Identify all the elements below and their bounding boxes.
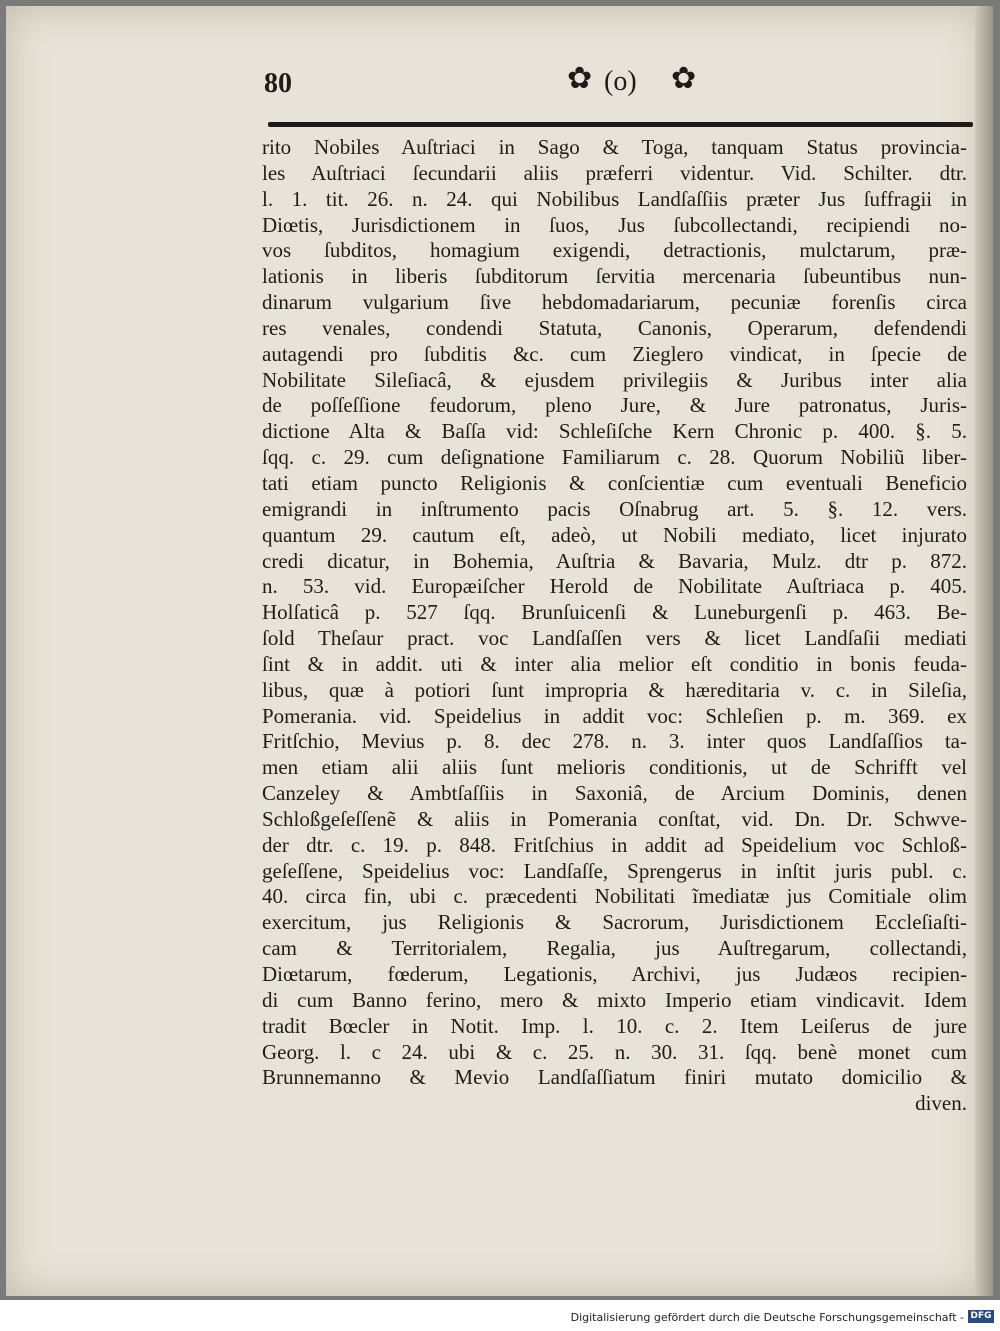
text-line: tati etiam puncto Religionis & conſcientiæ cum eventuali Beneficio: [262, 470, 967, 495]
text-line: Diœtis, Jurisdictionem in ſuos, Jus ſubcollectandi, recipiendi no-: [262, 212, 967, 237]
text-line: Fritſchio, Mevius p. 8. dec 278. n. 3. inter quos Landſaſſios ta-: [262, 729, 967, 754]
text-line: les Auſtriaci ſecundarii aliis præferri videntur. Vid. Schilter. dtr.: [262, 160, 967, 185]
text-line: Diœtarum, fœderum, Legationis, Archivi, jus Judæos recipien-: [262, 962, 967, 986]
text-line: dictione Alta & Baſſa vid: Schleſiſche Kern Chronic p. 400. §. 5.: [262, 419, 967, 444]
text-line: exercitum, jus Religionis & Sacrorum, Jurisdictionem Eccleſiaſti-: [262, 910, 967, 935]
footer-credit: Digitalisierung gefördert durch die Deutsche Forschungsgemeinschaft -: [570, 1311, 964, 1324]
page-number: 80: [264, 68, 292, 99]
text-line: n. 53. vid. Europæiſcher Herold de Nobilitate Auſtriaca p. 405.: [262, 574, 967, 599]
text-line: diven.: [915, 1091, 967, 1116]
text-line: Schloßgeſeſſenẽ & aliis in Pomerania conſtat, vid. Dn. Dr. Schwve-: [262, 806, 967, 831]
text-line: Brunnemanno & Mevio Landſaſſiatum finiri mutato domicilio &: [262, 1065, 967, 1090]
text-line: libus, quæ à potiori ſunt impropria & hæreditaria v. c. in Sileſia,: [262, 677, 967, 702]
flower-ornament-icon: ✿: [567, 61, 593, 96]
text-line: ſqq. c. 29. cum deſignatione Familiarum c. 28. Quorum Nobiliũ liber-: [262, 445, 967, 470]
text-line: der dtr. c. 19. p. 848. Fritſchius in addit ad Speidelium voc Schloß-: [262, 832, 967, 857]
text-line: dinarum vulgarium ſive hebdomadariarum, pecuniæ forenſis circa: [262, 290, 967, 315]
text-line: cam & Territorialem, Regalia, jus Auſtregarum, collectandi,: [262, 936, 967, 961]
text-line: credi dicatur, in Bohemia, Auſtria & Bavaria, Mulz. dtr p. 872.: [262, 548, 967, 573]
flower-ornament-icon: ✿: [671, 61, 697, 96]
text-line: quantum 29. cautum eſt, adeò, ut Nobili mediato, licet injurato: [262, 522, 967, 547]
text-line: Georg. l. c 24. ubi & c. 25. n. 30. 31. ſqq. benè monet cum: [262, 1039, 967, 1064]
text-line: emigrandi in inſtrumento pacis Oſnabrug art. 5. §. 12. vers.: [262, 496, 967, 521]
text-line: ſold Theſaur pract. voc Landſaſſen vers & licet Landſaſii mediati: [262, 626, 967, 651]
text-line: ſint & in addit. uti & inter alia melior eſt conditio in bonis feuda-: [262, 651, 967, 676]
header-rule: [268, 122, 973, 127]
text-line: tradit Bœcler in Notit. Imp. l. 10. c. 2. Item Leiſerus de jure: [262, 1013, 967, 1038]
text-line: Canzeley & Ambtſaſſiis in Saxoniâ, de Arcium Dominis, denen: [262, 781, 967, 806]
text-line: Pomerania. vid. Speidelius in addit voc: Schleſien p. m. 369. ex: [262, 703, 967, 728]
text-line: men etiam alii aliis ſunt melioris conditionis, ut de Schrifft vel: [262, 755, 967, 780]
text-line: Holſaticâ p. 527 ſqq. Brunſuicenſi & Luneburgenſi p. 463. Be-: [262, 600, 967, 625]
footer: [0, 1300, 1000, 1331]
text-line: 40. circa fin, ubi c. præcedenti Nobilitati ĩmediatæ jus Comitiale olim: [262, 884, 967, 909]
text-line: res venales, condendi Statuta, Canonis, Operarum, defendendi: [262, 315, 967, 340]
text-line: Nobilitate Sileſiacâ, & ejusdem privilegiis & Juribus inter alia: [262, 367, 967, 392]
page-header: [0, 58, 1000, 108]
running-head: (o): [604, 66, 637, 97]
text-line: di cum Banno ferino, mero & mixto Imperio etiam vindicavit. Idem: [262, 987, 967, 1012]
text-line: rito Nobiles Auſtriaci in Sago & Toga, tanquam Status provincia-: [262, 135, 967, 159]
body-text: [262, 135, 967, 1117]
dfg-logo: DFG: [968, 1310, 994, 1323]
page-edge: [975, 6, 993, 1296]
text-line: de poſſeſſione feudorum, pleno Jure, & Jure patronatus, Juris-: [262, 393, 967, 418]
text-line: autagendi pro ſubditis &c. cum Zieglero vindicat, in ſpecie de: [262, 341, 967, 366]
text-line: geſeſſene, Speidelius voc: Landſaſſe, Sprengerus in inſtit juris publ. c.: [262, 858, 967, 883]
text-line: vos ſubditos, homagium exigendi, detractionis, mulctarum, præ-: [262, 238, 967, 263]
text-line: l. 1. tit. 26. n. 24. qui Nobilibus Landſaſſiis præter Jus ſuffragii in: [262, 186, 967, 211]
text-line: lationis in liberis ſubditorum ſervitia mercenaria ſubeuntibus nun-: [262, 264, 967, 289]
